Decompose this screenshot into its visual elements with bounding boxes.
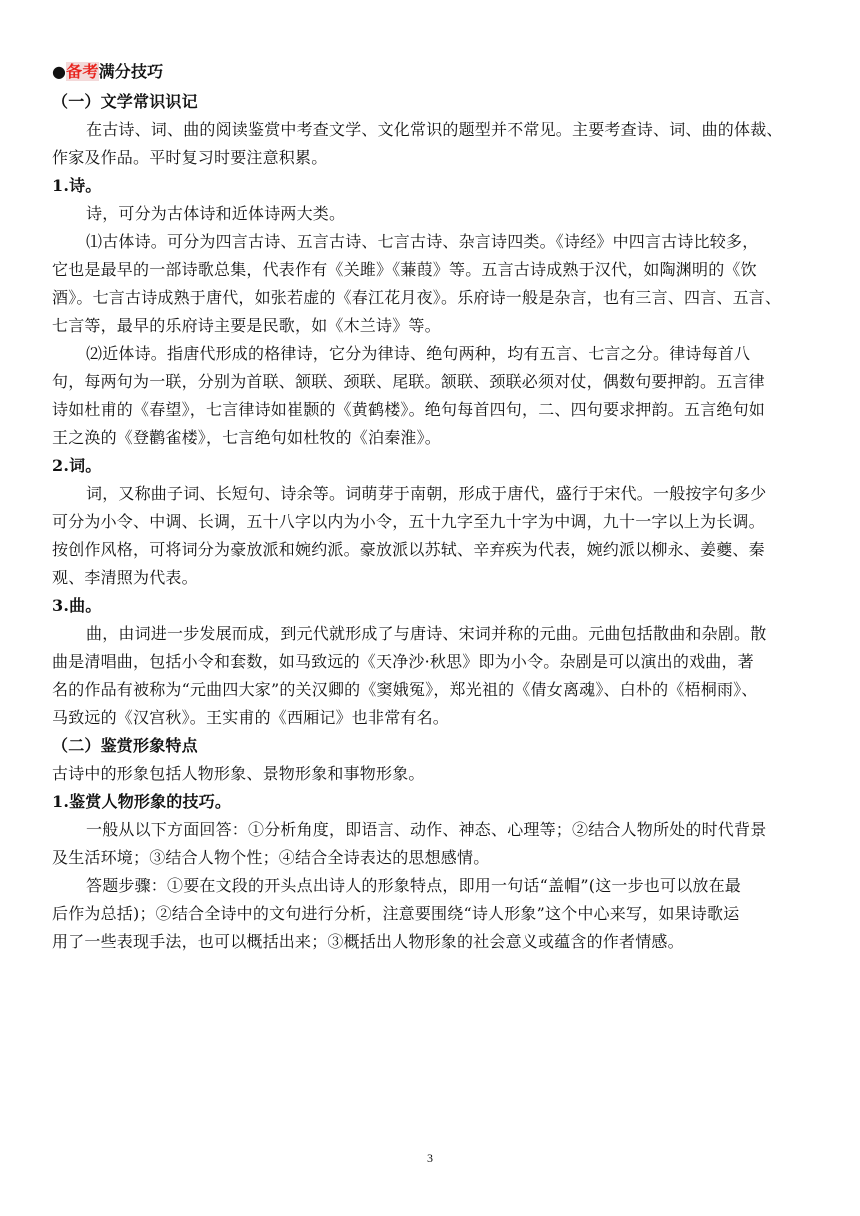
text-line: 可分为小令、中调、长调，五十八字以内为小令，五十九字至九十字为中调，九十一字以上为长调。 <box>52 512 765 531</box>
text-line: ⑴古体诗。可分为四言古诗、五言古诗、七言古诗、杂言诗四类。《诗经》中四言古诗比较多， <box>86 232 759 251</box>
section-title-text: 满分技巧 <box>98 62 164 81</box>
paragraph <box>52 228 810 340</box>
text-line: （一）文学常识识记 <box>52 92 198 111</box>
paragraph <box>52 480 810 592</box>
text-line: 曲是清唱曲，包括小令和套数，如马致远的《天净沙·秋思》即为小令。杂剧是可以演出的戏曲，著 <box>52 652 754 671</box>
text-line: 观、李清照为代表。 <box>52 568 198 587</box>
text-line: 后作为总括)；②结合全诗中的文句进行分析，注意要围绕“诗人形象”这个中心来写，如果诗歌运 <box>52 904 740 923</box>
paragraph <box>52 760 810 788</box>
text-line: 3.曲。 <box>52 596 102 615</box>
heading <box>52 172 810 200</box>
text-line: 句，每两句为一联，分别为首联、颔联、颈联、尾联。颔联、颈联必须对仗，偶数句要押韵。五言律 <box>52 372 765 391</box>
heading <box>52 592 810 620</box>
text-line: 词，又称曲子词、长短句、诗余等。词萌芽于南朝，形成于唐代，盛行于宋代。一般按字句多少 <box>86 484 767 503</box>
text-line: 及生活环境；③结合人物个性；④结合全诗表达的思想感情。 <box>52 848 490 867</box>
paragraph <box>52 816 810 872</box>
text-line: 按创作风格，可将词分为豪放派和婉约派。豪放派以苏轼、辛弃疾为代表，婉约派以柳永、姜夔、秦 <box>52 540 765 559</box>
paragraph-list <box>52 88 810 956</box>
heading <box>52 452 810 480</box>
text-line: 在古诗、词、曲的阅读鉴赏中考查文学、文化常识的题型并不常见。主要考查诗、词、曲的体裁、 <box>86 120 783 139</box>
section-title <box>52 58 810 86</box>
text-line: 诗，可分为古体诗和近体诗两大类。 <box>86 204 346 223</box>
highlighted-text: 备考 <box>66 62 99 81</box>
heading <box>52 788 810 816</box>
paragraph <box>52 200 810 228</box>
text-line: 古诗中的形象包括人物形象、景物形象和事物形象。 <box>52 764 425 783</box>
paragraph <box>52 340 810 452</box>
text-line: ⑵近体诗。指唐代形成的格律诗，它分为律诗、绝句两种，均有五言、七言之分。律诗每首八 <box>86 344 751 363</box>
text-line: 作家及作品。平时复习时要注意积累。 <box>52 148 328 167</box>
text-line: 2.词。 <box>52 456 102 475</box>
text-line: 1.鉴赏人物形象的技巧。 <box>52 792 232 811</box>
text-line: 名的作品有被称为“元曲四大家”的关汉卿的《窦娥冤》，郑光祖的《倩女离魂》、白朴的《梧桐雨》、 <box>52 680 758 699</box>
text-line: 酒》。七言古诗成熟于唐代，如张若虚的《春江花月夜》。乐府诗一般是杂言，也有三言、四言、五言、 <box>52 288 782 307</box>
page-content <box>52 58 810 956</box>
text-line: 它也是最早的一部诗歌总集，代表作有《关雎》《蒹葭》等。五言古诗成熟于汉代，如陶渊明的《饮 <box>52 260 757 279</box>
text-line: 七言等，最早的乐府诗主要是民歌，如《木兰诗》等。 <box>52 316 441 335</box>
bullet-icon: ● <box>52 62 67 81</box>
text-line: 诗如杜甫的《春望》，七言律诗如崔颢的《黄鹤楼》。绝句每首四句，二、四句要求押韵。五言绝句如 <box>52 400 766 419</box>
page-number: 3 <box>427 1151 433 1165</box>
text-line: 曲，由词进一步发展而成，到元代就形成了与唐诗、宋词并称的元曲。元曲包括散曲和杂剧。散 <box>86 624 767 643</box>
heading <box>52 88 810 116</box>
heading <box>52 732 810 760</box>
text-line: 马致远的《汉宫秋》。王实甫的《西厢记》也非常有名。 <box>52 708 450 727</box>
text-line: （二）鉴赏形象特点 <box>52 736 198 755</box>
text-line: 王之涣的《登鹳雀楼》，七言绝句如杜牧的《泊秦淮》。 <box>52 428 442 447</box>
text-line: 一般从以下方面回答：①分析角度，即语言、动作、神态、心理等；②结合人物所处的时代背景 <box>86 820 767 839</box>
text-line: 答题步骤：①要在文段的开头点出诗人的形象特点，即用一句话“盖帽”(这一步也可以放在最 <box>86 876 742 895</box>
paragraph <box>52 872 810 956</box>
text-line: 1.诗。 <box>52 176 102 195</box>
text-line: 用了一些表现手法，也可以概括出来；③概括出人物形象的社会意义或蕴含的作者情感。 <box>52 932 684 951</box>
paragraph <box>52 620 810 732</box>
paragraph <box>52 116 810 172</box>
